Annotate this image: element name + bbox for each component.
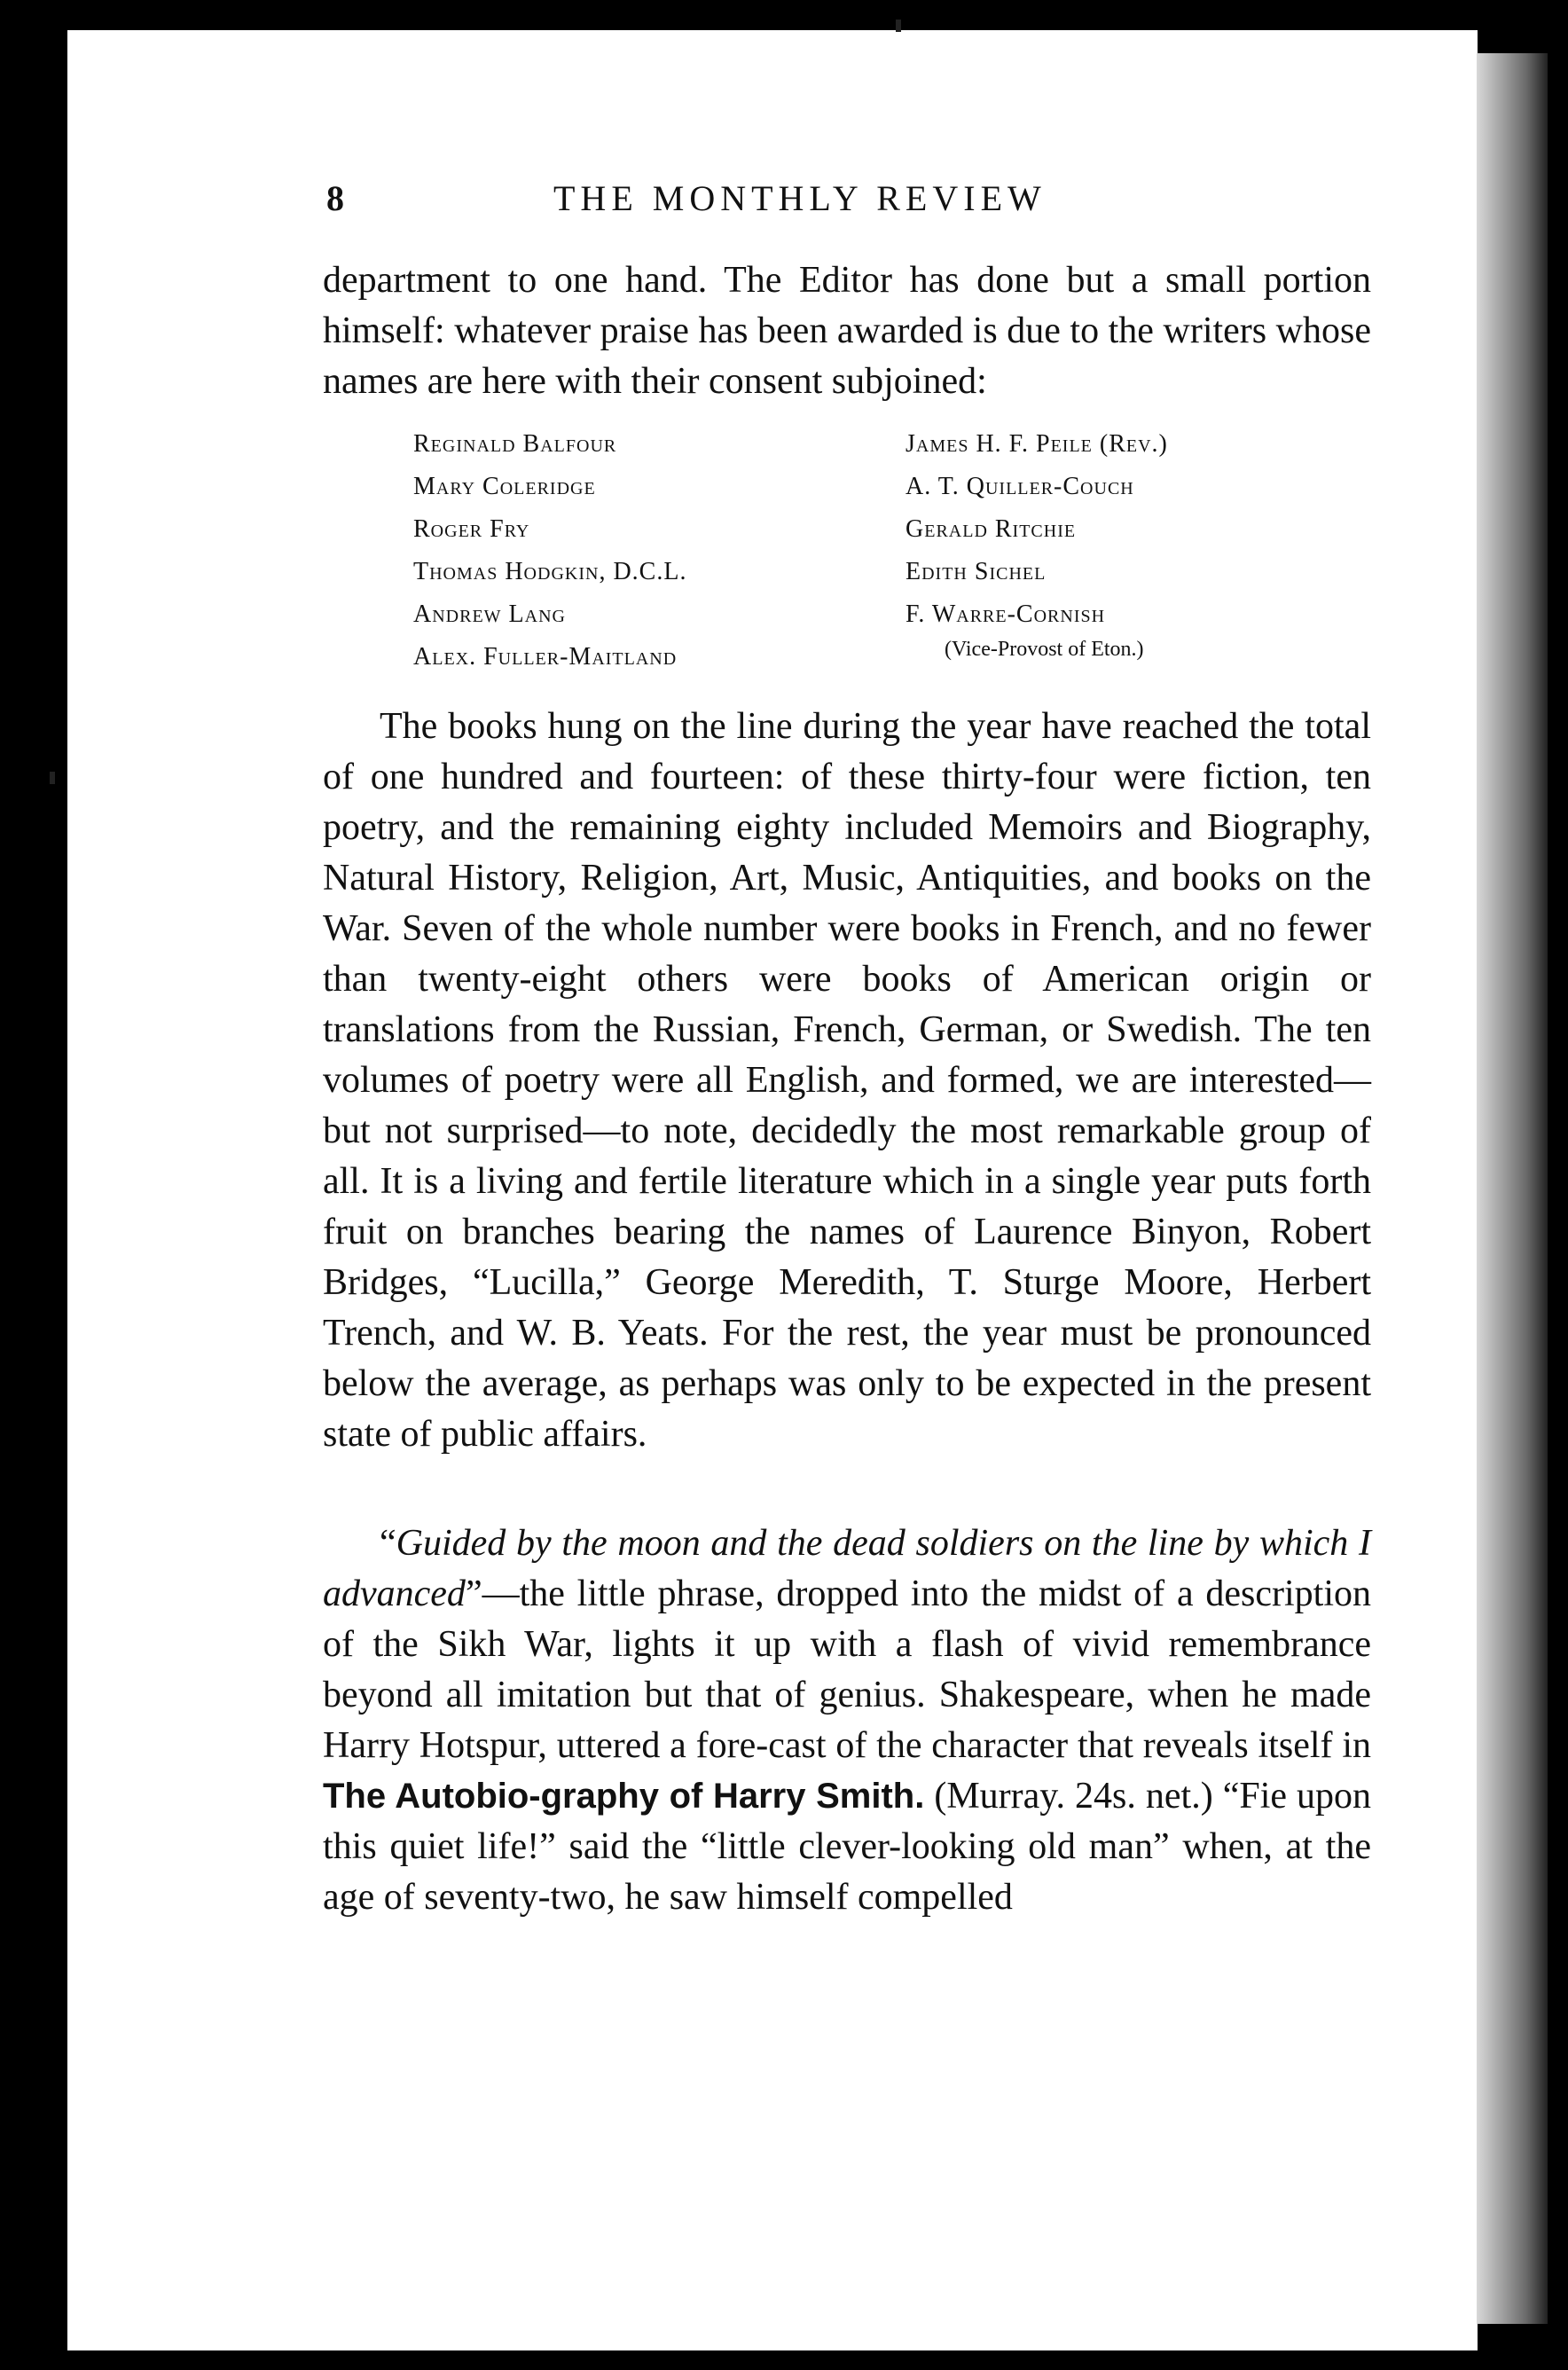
contributor-name: Edith Sichel bbox=[906, 558, 1047, 585]
running-title: THE MONTHLY REVIEW bbox=[553, 178, 1047, 218]
contributor-note: (Vice-Provost of Eton.) bbox=[945, 638, 1144, 661]
contributor-name: Roger Fry bbox=[413, 515, 530, 543]
contributor-name: Gerald Ritchie bbox=[906, 515, 1077, 543]
italic-quotation: Guided by the moon and the dead soldiers on the line by which I advanced bbox=[323, 1523, 1371, 1614]
running-header bbox=[323, 177, 1371, 239]
scan-speck bbox=[896, 20, 901, 32]
intro-paragraph: department to one hand. The Editor has done but a small portion himself: whatever praise has been awarded is due to the writers whose names are here with their consent subjoined: bbox=[323, 260, 1371, 402]
page-content bbox=[323, 177, 1371, 1923]
page-number: 8 bbox=[326, 178, 344, 218]
contributor-name: F. Warre-Cornish bbox=[906, 600, 1106, 628]
contributors-left-column bbox=[413, 423, 906, 679]
page-edge-shadow bbox=[1477, 53, 1548, 2324]
open-quote: “ bbox=[380, 1523, 396, 1564]
contributor-name: James H. F. Peile (Rev.) bbox=[906, 430, 1168, 458]
quote-continuation-end: (Murray. 24s. net.) “Fie upon this quiet life!” said the “little clever-looking old man” when, at the age of seventy-two, he saw himself compelled bbox=[323, 1776, 1372, 1918]
contributors-list bbox=[323, 423, 1371, 679]
contributor-name: Andrew Lang bbox=[413, 600, 566, 628]
contributor-name: Reginald Balfour bbox=[413, 430, 617, 458]
quote-paragraph bbox=[323, 1519, 1371, 1923]
books-paragraph: The books hung on the line during the year have reached the total of one hundred and fourteen: of these thirty-four were fiction, ten poetry, and the remaining eighty included Memoirs and Biography, Natural History, Religion, Art, Music, Antiquities, and books on the War. Seven of the whole number were books in French, and no fewer than twenty-eight others were books of American origin or translations from the Russian, French, German, or Swedish. The ten volumes of poetry were all English, and formed, we are interested—but not surprised—to note, decidedly the most remarkable group of all. It is a living and fertile literature which in a single year puts forth fruit on branches bearing the names of Laurence Binyon, Robert Bridges, “Lucilla,” George Meredith, T. Sturge Moore, Herbert Trench, and W. B. Yeats. For the rest, the year must be pronounced below the average, as perhaps was only to be expected in the present state of public affairs. bbox=[323, 706, 1371, 1455]
contributor-name: Mary Coleridge bbox=[413, 473, 596, 500]
contributor-name: Alex. Fuller-Maitland bbox=[413, 643, 678, 671]
book-title: The Autobio-graphy of Harry Smith. bbox=[323, 1777, 925, 1816]
contributor-name: Thomas Hodgkin, D.C.L. bbox=[413, 558, 687, 585]
contributors-right-column bbox=[906, 423, 1278, 679]
scan-speck bbox=[50, 772, 55, 784]
contributor-name: A. T. Quiller-Couch bbox=[906, 473, 1134, 500]
quote-continuation: ”—the little phrase, dropped into the midst of a description of the Sikh War, lights it up with a flash of vivid remembrance beyond all imitation but that of genius. Shakespeare, when he made Harry Hotspur, uttered a fore-cast of the character that reveals itself in bbox=[323, 1573, 1371, 1766]
